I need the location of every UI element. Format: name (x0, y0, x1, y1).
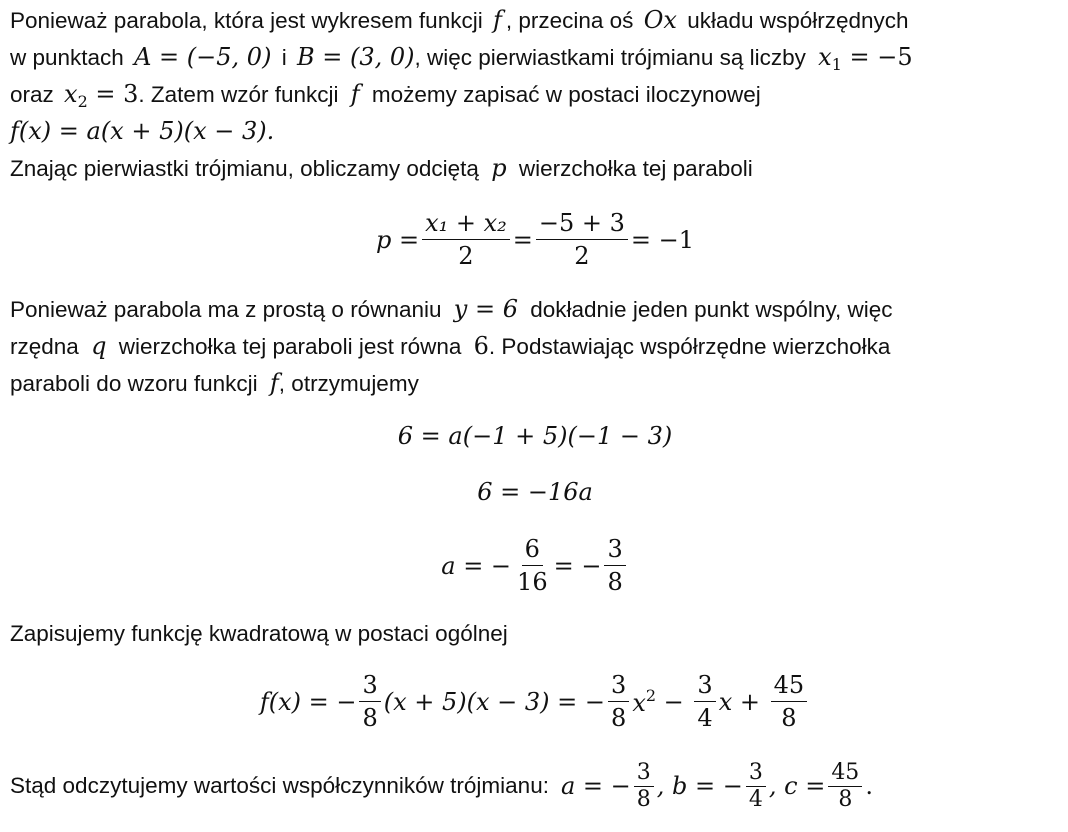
fraction (634, 761, 654, 812)
denominator: 8 (607, 568, 623, 596)
text: w punktach (10, 45, 124, 70)
text-line-5 (10, 152, 753, 184)
equation-general-form (10, 670, 1060, 733)
fraction (746, 761, 766, 812)
text-line-9 (10, 618, 508, 650)
eq-text: 6 = a(−1 + 5)(−1 − 3) (397, 422, 673, 450)
math-y-equals-6: y = 6 (453, 295, 518, 323)
equation-vertex-x (10, 208, 1060, 271)
fraction (359, 670, 380, 733)
text: Ponieważ parabola, która jest wykresem funkcji (10, 8, 483, 33)
eq-mid: (x + 5)(x − 3) = − (383, 687, 606, 716)
denominator: 4 (697, 704, 713, 732)
math-product-form: f(x) = a(x + 5)(x − 3). (10, 117, 275, 145)
denominator: 2 (458, 242, 474, 270)
numerator: 6 (522, 534, 543, 566)
text: wierzchołka tej paraboli jest równa (118, 334, 462, 359)
numerator: 3 (694, 670, 715, 702)
text-line-8 (10, 367, 419, 399)
text: dokładnie jeden punkt wspólny, więc (530, 297, 893, 322)
math-f: f (492, 6, 502, 34)
math-f: f (269, 369, 279, 397)
text: , otrzymujemy (278, 371, 419, 396)
text: i (281, 45, 287, 70)
text: paraboli do wzoru funkcji (10, 371, 258, 396)
text: układu współrzędnych (687, 8, 909, 33)
numerator: 3 (608, 670, 629, 702)
fraction (422, 208, 510, 271)
math-f: f (350, 80, 360, 108)
fraction (828, 761, 862, 812)
text-line-4 (10, 115, 274, 147)
text: . Zatem wzór funkcji (138, 82, 339, 107)
equation-substitution (10, 422, 1060, 450)
denominator: 16 (517, 568, 548, 596)
text: wierzchołka tej paraboli (518, 156, 753, 181)
eq-mid: = − (553, 551, 602, 580)
math-point-b: B = (3, 0) (296, 43, 415, 71)
math-q: q (91, 332, 107, 360)
text: rzędna (10, 334, 79, 359)
fraction (771, 670, 808, 733)
text-line-10 (10, 761, 873, 811)
numerator: 3 (746, 761, 766, 787)
denominator: 8 (838, 786, 853, 812)
text-line-1 (10, 4, 909, 36)
coef-b: , b = − (656, 772, 743, 800)
text: . Podstawiając współrzędne wierzchołka (488, 334, 891, 359)
math-x1: $x_1 = -5$ (818, 43, 913, 74)
denominator: 8 (611, 704, 627, 732)
eq-sign: = (512, 225, 533, 254)
fraction (694, 670, 715, 733)
eq-lhs: f(x) = − (259, 687, 357, 716)
math-x2: $x_2 = 3$ (64, 80, 139, 111)
eq-minus: − (656, 687, 692, 716)
text-line-2 (10, 41, 913, 73)
text: Zapisujemy funkcję kwadratową w postaci ogólnej (10, 621, 508, 646)
numerator: 3 (359, 670, 380, 702)
eq-text: 6 = −16a (477, 478, 593, 506)
x-squared: $x^2$ (632, 686, 657, 717)
coef-c: , c = (768, 772, 826, 800)
numerator: −5 + 3 (536, 208, 628, 240)
math-six: 6 (473, 332, 489, 360)
period: . (865, 772, 873, 800)
numerator: 3 (604, 534, 625, 566)
text: Stąd odczytujemy wartości współczynników trójmianu: (10, 773, 549, 798)
text-line-3 (10, 78, 761, 110)
eq-x-plus: x + (718, 687, 768, 716)
text-line-7 (10, 330, 890, 362)
eq-rhs: = −1 (630, 225, 695, 254)
denominator: 8 (781, 704, 797, 732)
text: Znając pierwiastki trójmianu, obliczamy odciętą (10, 156, 479, 181)
fraction (608, 670, 629, 733)
math-point-a: A = (−5, 0) (134, 43, 272, 71)
denominator: 4 (748, 786, 763, 812)
equation-a-value (10, 534, 1060, 597)
denominator: 8 (636, 786, 651, 812)
text: oraz (10, 82, 54, 107)
fraction (536, 208, 628, 271)
equation-simplified (10, 478, 1060, 506)
fraction (604, 534, 625, 597)
coef-a: a = − (560, 772, 631, 800)
denominator: 8 (362, 704, 378, 732)
text: Ponieważ parabola ma z prostą o równaniu (10, 297, 442, 322)
text-line-6 (10, 293, 893, 325)
eq-lhs: p = (375, 225, 420, 254)
text: możemy zapisać w postaci iloczynowej (371, 82, 761, 107)
text: , więc pierwiastkami trójmianu są liczby (414, 45, 806, 70)
math-p: p (491, 154, 507, 182)
eq-lhs: a = − (441, 551, 512, 580)
fraction (514, 534, 551, 597)
numerator: 45 (828, 761, 862, 787)
numerator: 45 (771, 670, 808, 702)
numerator: x₁ + x₂ (422, 208, 510, 240)
text: , przecina oś (505, 8, 634, 33)
numerator: 3 (634, 761, 654, 787)
math-ox: Ox (643, 6, 677, 34)
denominator: 2 (574, 242, 590, 270)
